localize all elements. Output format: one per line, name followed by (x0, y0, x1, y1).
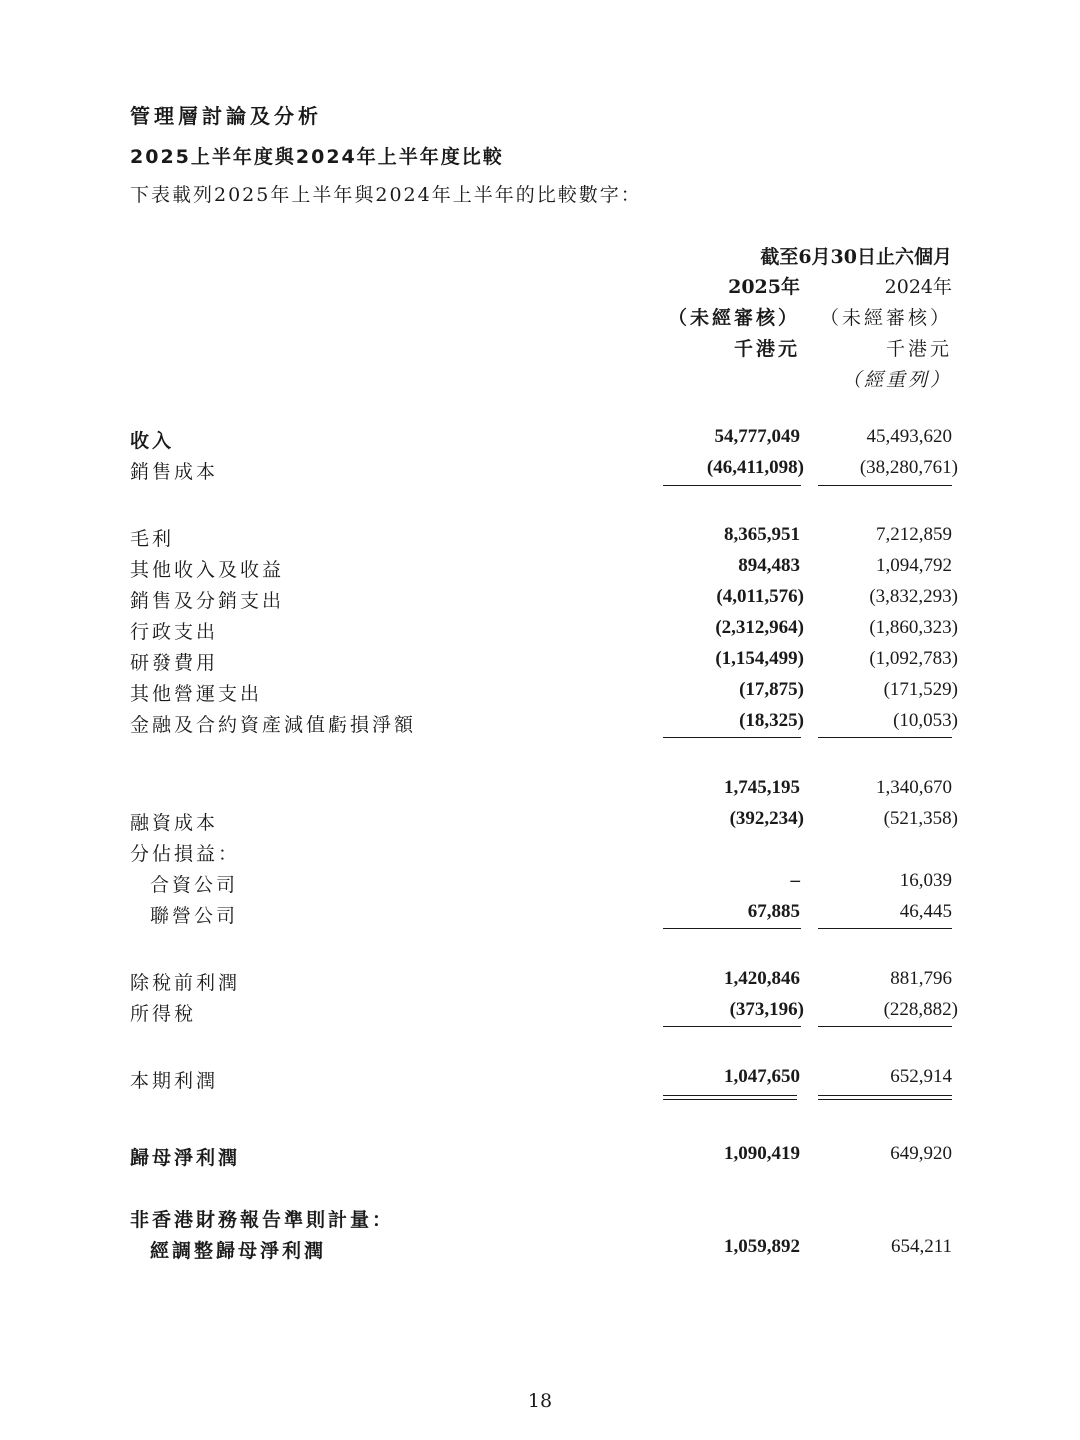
gross-profit-2025: 8,365,951 (724, 524, 800, 545)
row-label-attributable-profit: 歸母淨利潤 (130, 1147, 241, 1169)
other-opex-2025: (17,875) (739, 679, 804, 700)
underline-2025 (663, 485, 801, 486)
profit-for-period-2025: 1,047,650 (724, 1066, 800, 1087)
cost-of-sales-2025: (46,411,098) (706, 457, 804, 478)
row-label-profit-before-tax: 除稅前利潤 (130, 972, 241, 994)
row-label-associates: 聯營公司 (150, 905, 239, 927)
underline-2025 (663, 1026, 801, 1027)
row-label-admin-expenses: 行政支出 (130, 621, 219, 643)
adjusted-attributable-profit-2024: 654,211 (890, 1236, 952, 1257)
intro-text: 下表載列2025年上半年與2024年上半年的比較數字： (130, 184, 642, 206)
revenue-2024: 45,493,620 (866, 426, 952, 447)
row-label-joint-ventures: 合資公司 (150, 874, 239, 896)
row-label-rd-expenses: 研發費用 (130, 652, 219, 674)
row-label-other-opex: 其他營運支出 (130, 683, 263, 705)
row-label-adjusted-attributable-profit: 經調整歸母淨利潤 (150, 1240, 327, 1262)
selling-expenses-2025: (4,011,576) (716, 586, 804, 607)
underline-2024 (818, 928, 952, 929)
underline-2024 (818, 485, 952, 486)
profit-before-tax-2024: 881,796 (890, 968, 952, 989)
col-2024-year: 2024年 (884, 276, 952, 298)
attributable-profit-2025: 1,090,419 (724, 1143, 800, 1164)
double-underline-2024 (818, 1095, 952, 1100)
row-label-non-hkfrs: 非香港財務報告準則計量： (130, 1209, 395, 1231)
page-title: 管理層討論及分析 (130, 104, 322, 128)
profit-before-tax-2025: 1,420,846 (724, 968, 800, 989)
row-label-impairment: 金融及合約資產減值虧損淨額 (130, 714, 417, 736)
other-opex-2024: (171,529) (883, 679, 958, 700)
col-2025-unit: 千港元 (733, 338, 800, 360)
row-label-share-of: 分佔損益： (130, 843, 241, 865)
other-income-2024: 1,094,792 (876, 555, 952, 576)
associates-2024: 46,445 (899, 901, 952, 922)
row-label-finance-costs: 融資成本 (130, 812, 219, 834)
row-label-other-income: 其他收入及收益 (130, 559, 285, 581)
subtotal-2024: 1,340,670 (876, 777, 952, 798)
adjusted-attributable-profit-2025: 1,059,892 (724, 1236, 800, 1257)
income-tax-2024: (228,882) (883, 999, 958, 1020)
revenue-2025: 54,777,049 (714, 426, 800, 447)
row-label-profit-for-period: 本期利潤 (130, 1070, 219, 1092)
section-subtitle: 2025上半年度與2024年上半年度比較 (130, 146, 504, 168)
admin-expenses-2024: (1,860,323) (869, 617, 958, 638)
col-2025-audit: （未經審核） (667, 307, 800, 329)
double-underline-2025 (663, 1095, 797, 1100)
cost-of-sales-2024: (38,280,761) (859, 457, 958, 478)
impairment-2024: (10,053) (893, 710, 958, 731)
underline-2024 (818, 1026, 952, 1027)
impairment-2025: (18,325) (739, 710, 804, 731)
underline-2024 (818, 737, 952, 738)
row-label-gross-profit: 毛利 (130, 528, 175, 550)
gross-profit-2024: 7,212,859 (876, 524, 952, 545)
associates-2025: 67,885 (747, 901, 800, 922)
period-header: 截至6月30日止六個月 (760, 246, 952, 268)
income-tax-2025: (373,196) (729, 999, 804, 1020)
subtotal-2025: 1,745,195 (724, 777, 800, 798)
joint-ventures-2024: 16,039 (899, 870, 952, 891)
col-2024-unit: 千港元 (885, 338, 952, 360)
joint-ventures-2025: – (790, 870, 800, 891)
other-income-2025: 894,483 (738, 555, 800, 576)
attributable-profit-2024: 649,920 (890, 1143, 952, 1164)
row-label-cost-of-sales: 銷售成本 (130, 461, 219, 483)
finance-costs-2024: (521,358) (883, 808, 958, 829)
rd-expenses-2025: (1,154,499) (715, 648, 804, 669)
underline-2025 (663, 737, 801, 738)
finance-costs-2025: (392,234) (729, 808, 804, 829)
selling-expenses-2024: (3,832,293) (869, 586, 958, 607)
row-label-income-tax: 所得稅 (130, 1003, 197, 1025)
rd-expenses-2024: (1,092,783) (869, 648, 958, 669)
row-label-revenue: 收入 (130, 430, 175, 452)
profit-for-period-2024: 652,914 (890, 1066, 952, 1087)
col-2024-audit: （未經審核） (819, 307, 952, 329)
underline-2025 (663, 928, 801, 929)
col-2025-year: 2025年 (728, 276, 800, 298)
row-label-selling-expenses: 銷售及分銷支出 (130, 590, 285, 612)
col-2024-restated-note: （經重列） (841, 369, 952, 391)
page-number: 18 (527, 1390, 553, 1412)
admin-expenses-2025: (2,312,964) (715, 617, 804, 638)
